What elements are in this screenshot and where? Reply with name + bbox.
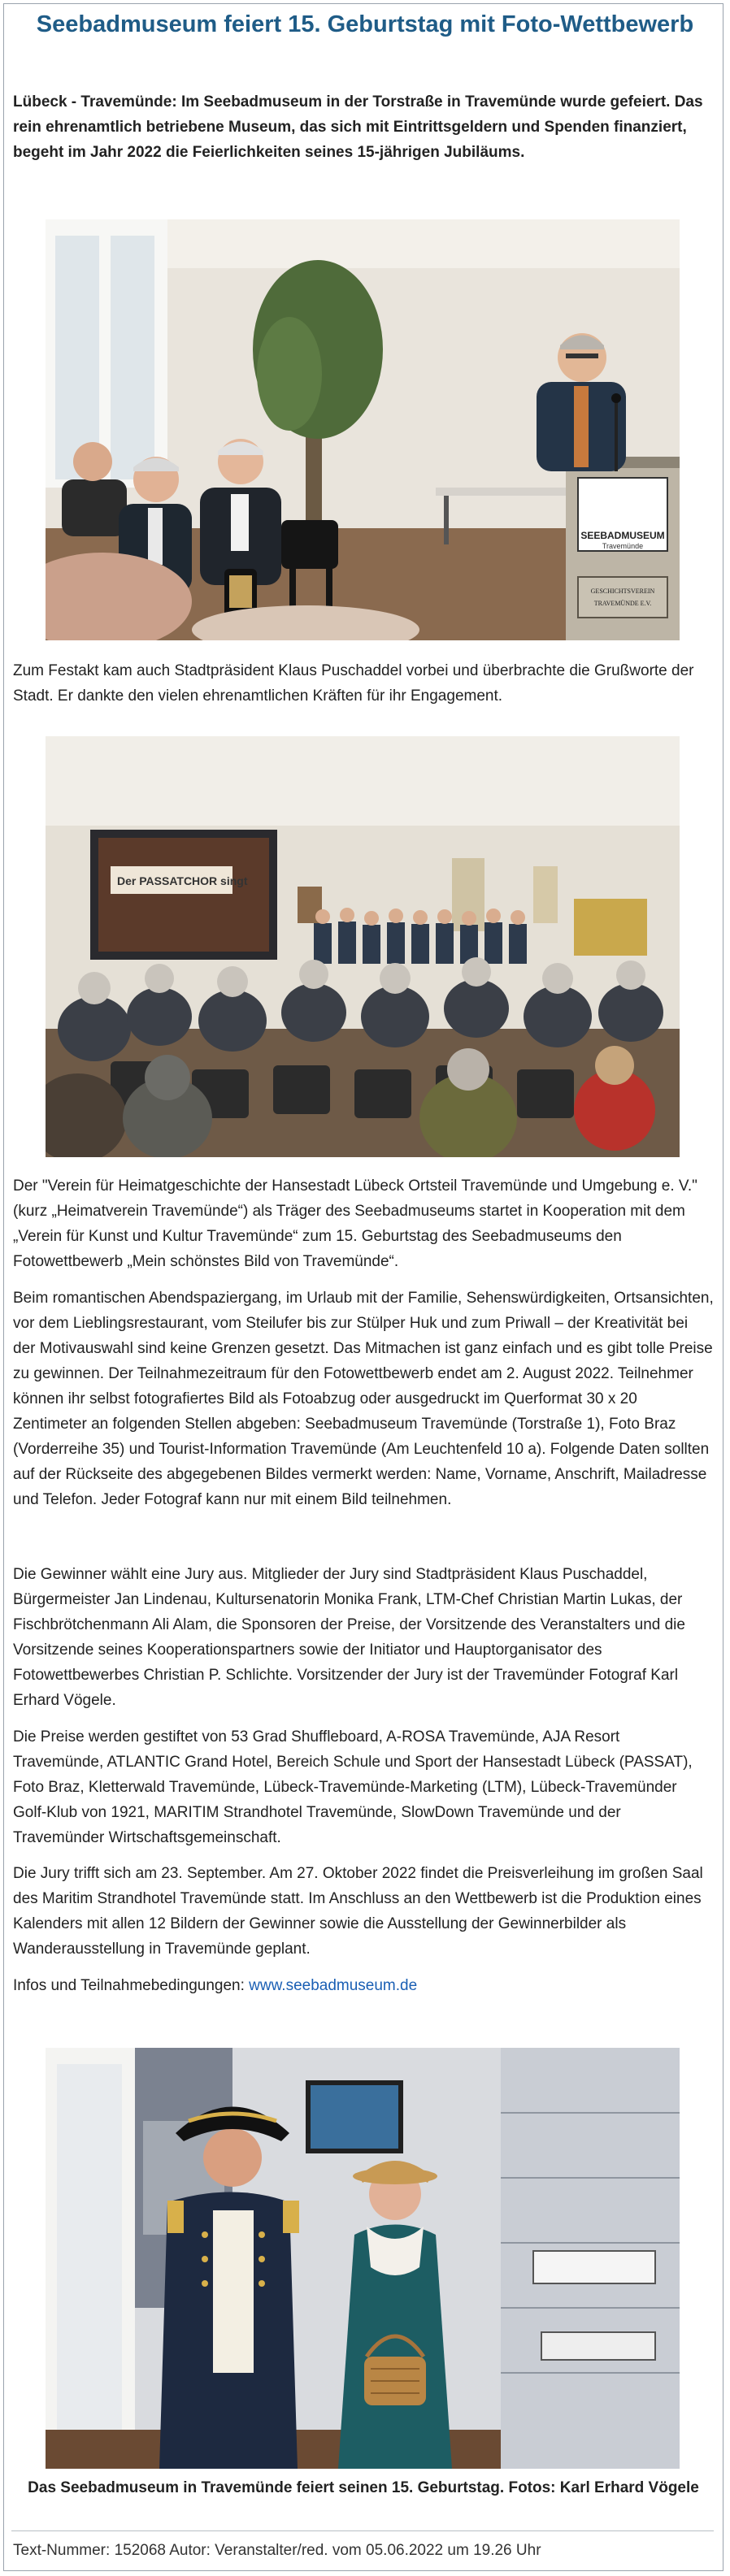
paragraph-jury: Die Gewinner wählt eine Jury aus. Mitglieder der Jury sind Stadtpräsident Klaus Puschaddel, Bürgermeister Jan Lindenau, Kultursenatorin Monika Frank, LTM-Chef Christian Martin Lukas, der Fischbrötchenmann Ali Alam, die Sponsoren der Preise, der Vorsitzende des Veranstalters und die Vorsitzende seines Kooperationspartners sowie der Initiator und Hauptorganisator des Fotowettbewerbes Christian P. Schlichte. Vorsitzender der Jury ist der Travemünder Fotograf Karl Erhard Vögele. — [13, 1566, 685, 1709]
article-meta: Text-Nummer: 152068 Autor: Veranstalter/red. vom 05.06.2022 um 19.26 Uhr — [13, 2542, 541, 2559]
lectern-plaque-line1: GESCHICHTSVEREIN — [590, 588, 655, 595]
paragraph-termine: Die Jury trifft sich am 23. September. Am 27. Oktober 2022 findet die Preisverleihung im großen Saal des Maritim Strandhotel Travemünde statt. Im Anschluss an den Wettbewerb ist die Produktion eines Kalenders mit allen 12 Bildern der Gewinner sowie die Ausstellung der Gewinnerbilder als Wanderausstellung in Travemünde geplant. — [13, 1865, 703, 1958]
article-lead: Lübeck - Travemünde: Im Seebadmuseum in der Torstraße in Travemünde wurde gefeiert. Das rein ehrenamtlich betriebene Museum, das sich mit Eintrittsgeldern und Spenden finanziert, begeht im Jahr 2022 die Feierlichkeiten seines 15-jährigen Jubiläums. — [13, 93, 703, 161]
lectern-plaque-line2: TRAVEMÜNDE E.V. — [593, 600, 652, 607]
paragraph-verein: Der "Verein für Heimatgeschichte der Hansestadt Lübeck Ortsteil Travemünde und Umgebung e. V." (kurz „Heimatverein Travemünde“) als Träger des Seebadmuseums startet in Kooperation mit dem „Verein für Kunst und Kultur Travemünde“ zum 15. Geburtstag des Seebadmuseums den Fotowettbewerb „Mein schönstes Bild von Travemünde“. — [13, 1177, 697, 1270]
photo-audience-choir — [46, 736, 680, 1157]
paragraph-preise: Die Preise werden gestiftet von 53 Grad Shuffleboard, A-ROSA Travemünde, AJA Resort Travemünde, ATLANTIC Grand Hotel, Bereich Schule und Sport der Hansestadt Lübeck (PASSAT), Foto Braz, Kletterwald Travemünde, Lübeck-Travemünde-Marketing (LTM), Lübeck-Travemünder Golf-Klub von 1921, MARITIM Strandhotel Travemünde, SlowDown Travemünde und der Travemünder Wirtschaftsgemeinschaft. — [13, 1728, 693, 1846]
caption-speaker: Zum Festakt kam auch Stadtpräsident Klaus Puschaddel vorbei und überbrachte die Grußworte der Stadt. Er dankte den vielen ehrenamtlichen Kräften für ihr Engagement. — [13, 662, 694, 705]
info-line — [13, 1973, 714, 1998]
photo-speaker-illustration — [46, 219, 680, 640]
lectern-sign-subtitle: Travemünde — [602, 542, 644, 550]
photo-audience-illustration — [46, 736, 680, 1157]
caption-bottom: Das Seebadmuseum in Travemünde feiert seinen 15. Geburtstag. Fotos: Karl Erhard Vögele — [28, 2479, 699, 2496]
photo-costumed-couple — [46, 2048, 680, 2469]
seebadmuseum-link[interactable]: www.seebadmuseum.de — [249, 1977, 418, 1994]
paragraph-wettbewerb: Beim romantischen Abendspaziergang, im Urlaub mit der Familie, Sehenswürdigkeiten, Ortsansichten, vor dem Lieblingsrestaurant, vom Steilufer bis zur Stülper Huk und zum Priwall – der Kreativität bei der Motivauswahl sind keine Grenzen gesetzt. Das Mitmachen ist ganz einfach und es gibt tolle Preise zu gewinnen. Der Teilnahmezeitraum für den Fotowettbewerb endet am 2. August 2022. Teilnehmer können ihr selbst fotografiertes Bild als Fotoabzug oder ausgedruckt im Querformat 30 x 20 Zentimeter an folgenden Stellen abgeben: Seebadmuseum Travemünde (Torstraße 1), Foto Braz (Vorderreihe 35) und Tourist-Information Travemünde (Am Leuchtenfeld 10 a). Folgende Daten sollten auf der Rückseite des abgegebenen Bildes vermerkt werden: Name, Vorname, Anschrift, Mailadresse und Telefon. Jeder Fotograf kann nur mit einem Bild teilnehmen. — [13, 1290, 714, 1508]
lectern-sign-title: SEEBADMUSEUM — [580, 530, 665, 541]
photo-couple-illustration — [46, 2048, 680, 2469]
screen-text: Der PASSATCHOR singt — [117, 874, 248, 887]
footer-divider — [11, 2530, 714, 2531]
article-title: Seebadmuseum feiert 15. Geburtstag mit Foto-Wettbewerb — [36, 11, 694, 37]
photo-speaker-at-lectern — [46, 219, 680, 640]
info-prefix: Infos und Teilnahmebedingungen: — [13, 1977, 250, 1994]
